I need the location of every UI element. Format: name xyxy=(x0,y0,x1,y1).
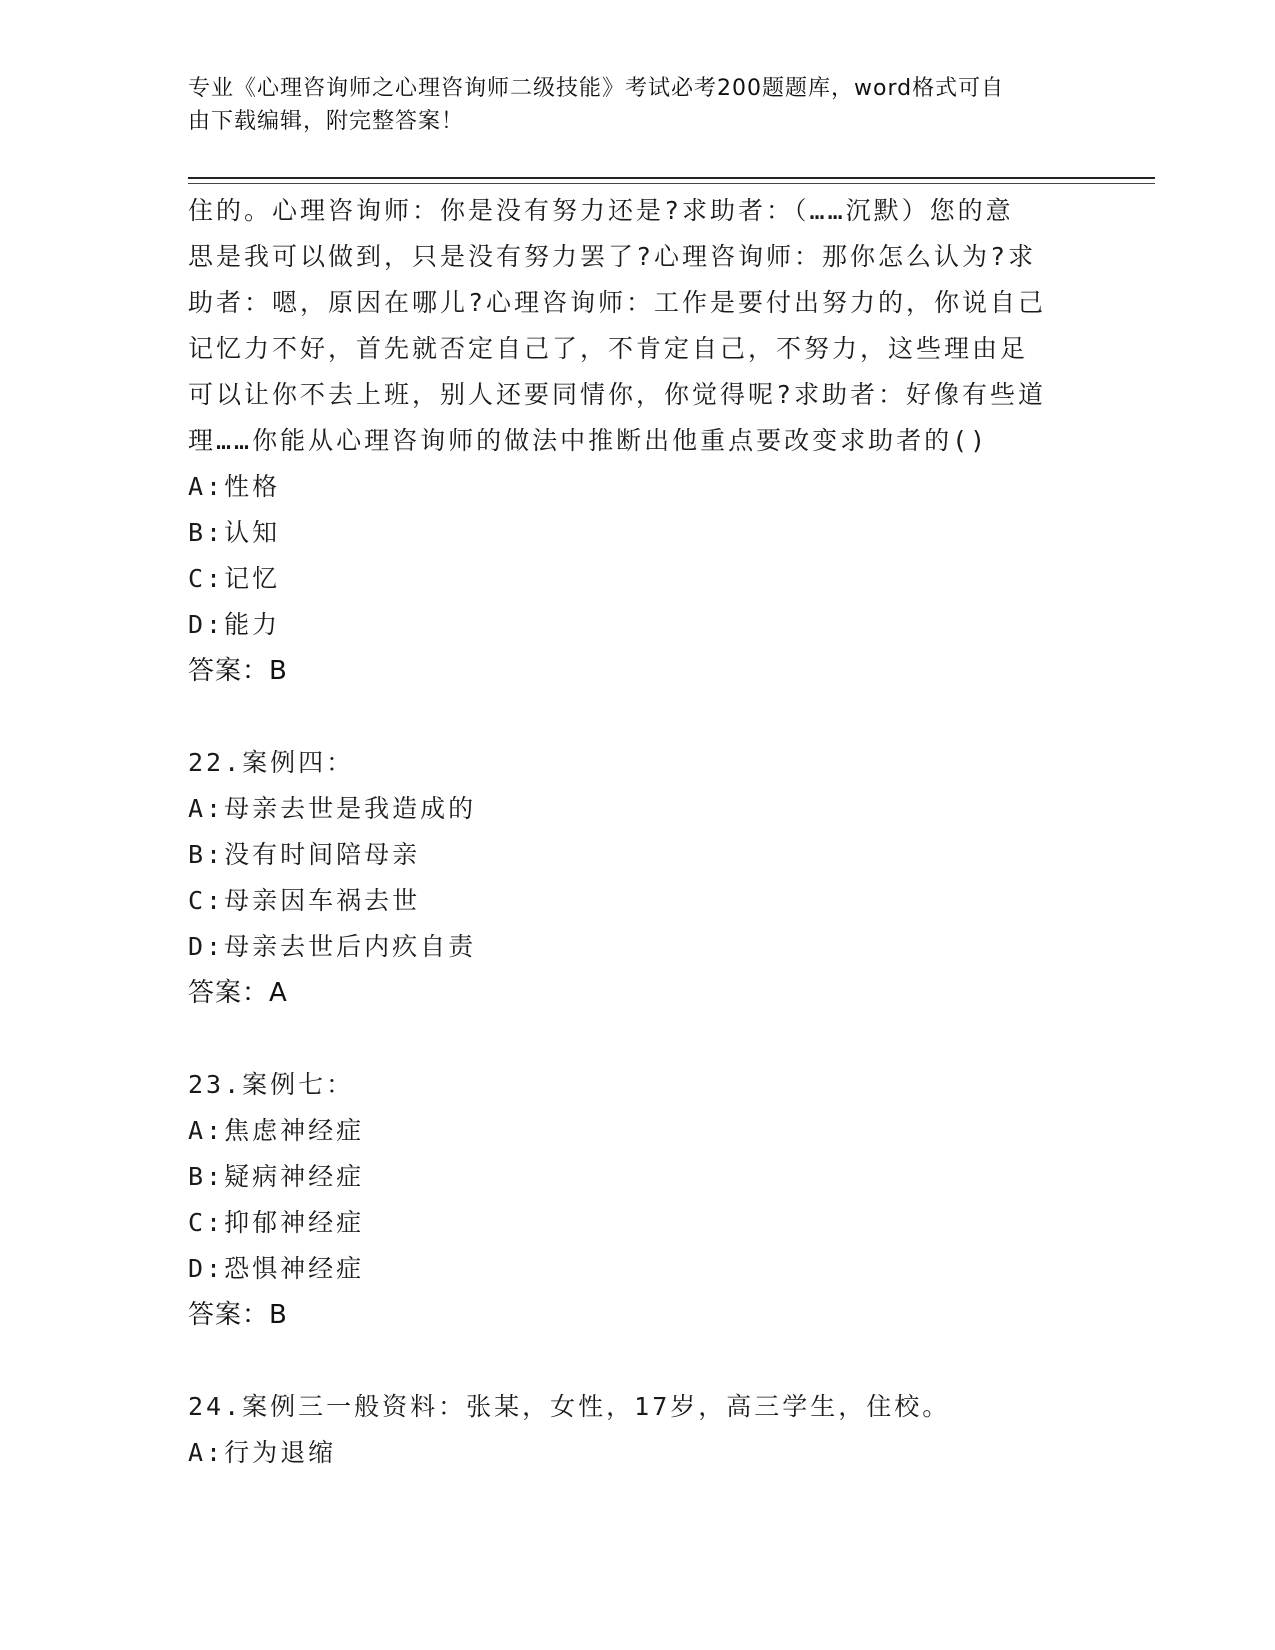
option-a: A:性格 xyxy=(188,472,281,501)
option-a: A:行为退缩 xyxy=(188,1438,337,1467)
option-b: B:疑病神经症 xyxy=(188,1162,365,1191)
question-title: 22.案例四： xyxy=(188,748,355,777)
option-b: B:认知 xyxy=(188,518,281,547)
option-b: B:没有时间陪母亲 xyxy=(188,840,421,869)
question-24 xyxy=(188,1384,1088,1476)
question-text-line: 助者：嗯，原因在哪儿?心理咨询师：工作是要付出努力的，你说自己 xyxy=(188,288,1047,317)
header-line-1: 专业《心理咨询师之心理咨询师二级技能》考试必考200题题库，word格式可自 xyxy=(188,76,1005,101)
spacer xyxy=(188,1016,1088,1062)
question-title: 23.案例七： xyxy=(188,1070,355,1099)
question-text-line: 住的。心理咨询师：你是没有努力还是?求助者：（……沉默）您的意 xyxy=(188,196,1014,225)
spacer xyxy=(188,1338,1088,1384)
option-c: C:抑郁神经症 xyxy=(188,1208,365,1237)
header-line-2: 由下载编辑，附完整答案！ xyxy=(188,109,465,134)
option-d: D:母亲去世后内疚自责 xyxy=(188,932,477,961)
question-text-line: 记忆力不好，首先就否定自己了，不肯定自己，不努力，这些理由足 xyxy=(188,334,1029,363)
question-text-line: 理……你能从心理咨询师的做法中推断出他重点要改变求助者的() xyxy=(188,426,989,455)
option-a: A:母亲去世是我造成的 xyxy=(188,794,477,823)
question-21 xyxy=(188,188,1088,694)
question-text-line: 可以让你不去上班，别人还要同情你，你觉得呢?求助者：好像有些道 xyxy=(188,380,1047,409)
spacer xyxy=(188,694,1088,740)
option-d: D:恐惧神经症 xyxy=(188,1254,365,1283)
option-c: C:记忆 xyxy=(188,564,281,593)
header-divider-thin xyxy=(188,183,1155,184)
option-d: D:能力 xyxy=(188,610,281,639)
option-c: C:母亲因车祸去世 xyxy=(188,886,421,915)
answer-label: 答案：A xyxy=(188,978,288,1008)
question-23 xyxy=(188,1062,1088,1338)
question-text-line: 思是我可以做到，只是没有努力罢了?心理咨询师：那你怎么认为?求 xyxy=(188,242,1037,271)
answer-label: 答案：B xyxy=(188,656,288,686)
header-divider-thick xyxy=(188,177,1155,179)
question-22 xyxy=(188,740,1088,1016)
document-header xyxy=(188,72,1068,138)
answer-label: 答案：B xyxy=(188,1300,288,1330)
question-title: 24.案例三一般资料：张某，女性，17岁，高三学生，住校。 xyxy=(188,1392,951,1421)
option-a: A:焦虑神经症 xyxy=(188,1116,365,1145)
document-body xyxy=(188,188,1088,1476)
